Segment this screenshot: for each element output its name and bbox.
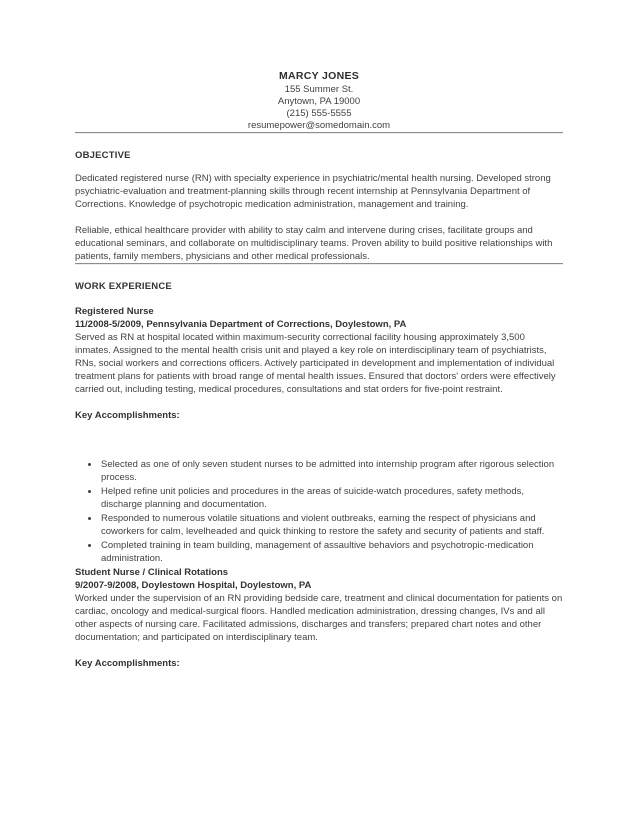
key-accomplishments-label: Key Accomplishments: [75, 410, 180, 421]
resume-page [75, 0, 563, 670]
contact-header [75, 70, 563, 132]
job-entry [75, 566, 563, 670]
job-description: Worked under the supervision of an RN providing bedside care, treatment and clinical documentation for patients on cardiac, oncology and medical-surgical floors. Handled medication administration, dressing changes, IVs and all other aspects of nursing care. Facilitated admissions, discharges and transfers; prepared chart notes and other documentation; and participated on interdisciplinary team. [75, 593, 563, 643]
job-dates-employer: 9/2007-9/2008, Doylestown Hospital, Doylestown, PA [75, 580, 312, 591]
address-line-2: Anytown, PA 19000 [277, 96, 361, 107]
work-experience-heading: WORK EXPERIENCE [75, 281, 172, 292]
accomplishment-item: • Helped refine unit policies and procedures in the areas of suicide-watch procedures, safety methods, discharge planning and documentation. [100, 485, 563, 511]
objective-paragraph: Reliable, ethical healthcare provider with ability to stay calm and intervene during crises, facilitate groups and educational seminars, and collaborate on multidisciplinary teams. Proven ability to build positive relationships with patients, family members, physicians and other medical professionals. [75, 225, 553, 262]
accomplishment-item: • Responded to numerous volatile situations and violent outbreaks, earning the respect of physicians and coworkers for calm, levelheaded and quick thinking to restore the safety and security of patients and staff. [100, 512, 563, 538]
email-address: resumepower@somedomain.com [247, 120, 391, 131]
section-divider [75, 263, 563, 265]
work-experience-section [75, 280, 563, 670]
objective-section [75, 149, 563, 263]
accomplishments-list [75, 458, 563, 565]
candidate-name: MARCY JONES [278, 70, 360, 82]
key-accomplishments-label: Key Accomplishments: [75, 658, 180, 669]
job-entry [75, 305, 563, 565]
accomplishment-item: • Selected as one of only seven student nurses to be admitted into internship program after rigorous selection process. [100, 458, 563, 484]
accomplishment-item: • Completed training in team building, management of assaultive behaviors and psychotropic-medication administration. [100, 539, 563, 565]
phone-number: (215) 555-5555 [286, 108, 352, 119]
objective-heading: OBJECTIVE [75, 150, 131, 161]
objective-paragraph: Dedicated registered nurse (RN) with specialty experience in psychiatric/mental health nursing. Developed strong psychiatric-evaluation and treatment-planning skills through recent internship at Pennsylvania Department of Corrections. Knowledge of psychotropic medication administration, management and training. [75, 173, 551, 210]
job-description: Served as RN at hospital located within maximum-security correctional facility housing approximately 3,500 inmates. Assigned to the mental health crisis unit and played a key role on interdisciplinary team of psychiatrists, RNs, social workers and corrections officers. Actively participated in development and implementation of individual treatment plans for patients with broad range of mental health issues. Ensured that doctors' orders were effectively carried out, including testing, medical procedures, consultations and stat orders for five-point restraint. [75, 332, 556, 395]
address-line-1: 155 Summer St. [284, 84, 354, 95]
job-title: Student Nurse / Clinical Rotations [75, 567, 229, 578]
job-dates-employer: 11/2008-5/2009, Pennsylvania Department of Corrections, Doylestown, PA [75, 319, 407, 330]
job-title: Registered Nurse [75, 306, 154, 317]
section-divider [75, 132, 563, 134]
